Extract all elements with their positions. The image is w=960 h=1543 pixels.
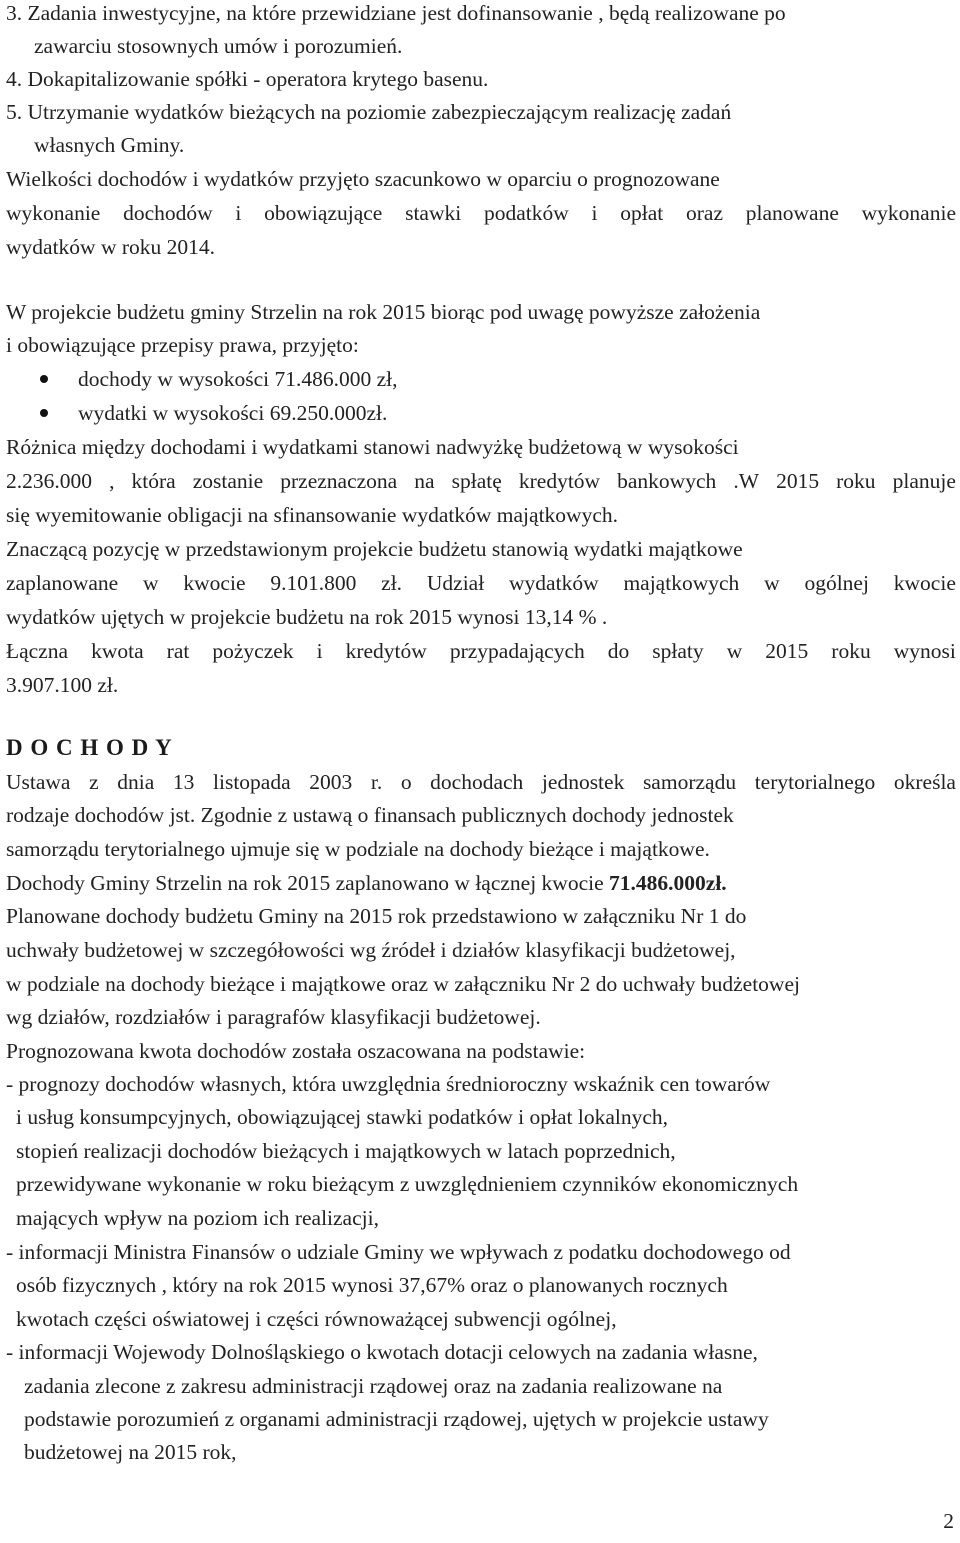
- word: 13: [172, 770, 195, 794]
- word: ogólnej: [804, 571, 869, 595]
- income-planned-amount: 71.486.000zł.: [609, 871, 727, 895]
- word: 2015: [765, 639, 809, 663]
- surplus-line1: Różnica między dochodami i wydatkami stanowi nadwyżkę budżetową w wysokości: [6, 435, 739, 459]
- word: planowane: [745, 201, 839, 225]
- word: 2.236.000: [6, 469, 92, 493]
- word: która: [131, 469, 176, 493]
- basis3-line1: - informacji Wojewody Dolnośląskiego o kwotach dotacji celowych na zadania własne,: [6, 1340, 758, 1364]
- basis1-line3: stopień realizacji dochodów bieżących i majątkowych w latach poprzednich,: [16, 1139, 676, 1163]
- word: Ustawa: [6, 770, 71, 794]
- basis2-line1: - informacji Ministra Finansów o udziale Gminy we wpływach z podatku dochodowego od: [6, 1240, 791, 1264]
- basis2-line2: osób fizycznych , który na rok 2015 wynosi 37,67% oraz o planowanych rocznych: [16, 1273, 728, 1297]
- list-item-3-line1: 3. Zadania inwestycyjne, na które przewidziane jest dofinansowanie , będą realizowane po: [6, 1, 786, 25]
- word: planuje: [892, 469, 956, 493]
- budget-bullet-income: [40, 365, 398, 393]
- word: przeznaczona: [280, 469, 398, 493]
- word: Udział: [426, 571, 485, 595]
- word: dochodach: [430, 770, 524, 794]
- word: jednostek: [541, 770, 625, 794]
- word: przypadających: [449, 639, 585, 663]
- word: zostanie: [192, 469, 264, 493]
- word: podatków: [483, 201, 569, 225]
- list-item-5-line2: własnych Gminy.: [34, 133, 185, 157]
- word: 2003: [309, 770, 353, 794]
- budget-intro-line1: W projekcie budżetu gminy Strzelin na rok 2015 biorąc pod uwagę powyższe założenia: [6, 300, 761, 324]
- word: samorządu: [642, 770, 737, 794]
- income-law-line1: [6, 768, 956, 796]
- list-item-5-line1: 5. Utrzymanie wydatków bieżących na poziomie zabezpieczającym realizację zadań: [6, 100, 732, 124]
- word: na: [414, 469, 435, 493]
- word: wynosi: [893, 639, 956, 663]
- word: obowiązujące: [264, 201, 383, 225]
- word: rat: [166, 639, 190, 663]
- bullet-icon: [40, 409, 48, 417]
- estimates-line2: [6, 199, 956, 227]
- bullet-expenses-text: wydatki w wysokości 69.250.000zł.: [78, 401, 388, 425]
- income-annex-line1: Planowane dochody budżetu Gminy na 2015 rok przedstawiono w załączniku Nr 1 do: [6, 904, 747, 928]
- word: stawki: [405, 201, 462, 225]
- word: i: [235, 201, 242, 225]
- budget-bullet-expenses: [40, 399, 387, 427]
- word: r.: [370, 770, 383, 794]
- word: spłatę: [451, 469, 502, 493]
- word: spłaty: [652, 639, 704, 663]
- loans-line2: 3.907.100 zł.: [6, 673, 119, 697]
- word: określa: [893, 770, 956, 794]
- word: dochodów: [123, 201, 213, 225]
- word: listopada: [213, 770, 291, 794]
- word: zł.: [381, 571, 403, 595]
- income-annex-line4: wg działów, rozdziałów i paragrafów klasyfikacji budżetowej.: [6, 1005, 541, 1029]
- page-number: 2: [943, 1509, 954, 1533]
- word: kredytów: [345, 639, 427, 663]
- section-heading: D O C H O D Y: [6, 735, 173, 760]
- word: w: [143, 571, 159, 595]
- word: w: [726, 639, 743, 663]
- estimates-line1: Wielkości dochodów i wydatków przyjęto szacunkowo w oparciu o prognozowane: [6, 167, 720, 191]
- income-basis-intro: Prognozowana kwota dochodów została oszacowana na podstawie:: [6, 1039, 586, 1063]
- word: bankowych: [617, 469, 717, 493]
- income-annex-line2: uchwały budżetowej w szczegółowości wg źródeł i działów klasyfikacji budżetowej,: [6, 938, 736, 962]
- basis3-line3: podstawie porozumień z organami administracji rządowej, ujętych w projekcie ustawy: [24, 1407, 769, 1431]
- capex-line3: wydatków ujętych w projekcie budżetu na rok 2015 wynosi 13,14 % .: [6, 605, 608, 629]
- word: kredytów: [518, 469, 601, 493]
- word: kwocie: [183, 571, 246, 595]
- bullet-icon: [40, 375, 48, 383]
- word: Łączna: [6, 639, 69, 663]
- word: .W: [733, 469, 759, 493]
- word: terytorialnego: [754, 770, 876, 794]
- word: majątkowych: [623, 571, 740, 595]
- word: opłat: [620, 201, 664, 225]
- income-planned: [6, 869, 727, 897]
- word: 2015: [776, 469, 820, 493]
- bullet-income-text: dochody w wysokości 71.486.000 zł,: [78, 367, 398, 391]
- income-law-line3: samorządu terytorialnego ujmuje się w podziale na dochody bieżące i majątkowe.: [6, 837, 710, 861]
- word: do: [607, 639, 630, 663]
- word: wydatków: [509, 571, 599, 595]
- basis3-line2: zadania zlecone z zakresu administracji rządowej oraz na zadania realizowane na: [24, 1374, 723, 1398]
- basis2-line3: kwotach części oświatowej i części równoważącej subwencji ogólnej,: [16, 1307, 617, 1331]
- surplus-line3: się wyemitowanie obligacji na sfinansowanie wydatków majątkowych.: [6, 503, 618, 527]
- word: wykonanie: [861, 201, 956, 225]
- capex-line2: [6, 569, 956, 597]
- income-law-line2: rodzaje dochodów jst. Zgodnie z ustawą o finansach publicznych dochody jednostek: [6, 803, 734, 827]
- income-annex-line3: w podziale na dochody bieżące i majątkowe oraz w załączniku Nr 2 do uchwały budżetowej: [6, 972, 800, 996]
- word: oraz: [686, 201, 724, 225]
- word: i: [591, 201, 598, 225]
- word: roku: [836, 469, 876, 493]
- basis1-line1: - prognozy dochodów własnych, która uwzględnia średnioroczny wskaźnik cen towarów: [6, 1072, 771, 1096]
- word: o: [400, 770, 412, 794]
- basis1-line2: i usług konsumpcyjnych, obowiązującej stawki podatków i opłat lokalnych,: [16, 1105, 669, 1129]
- word: i: [316, 639, 323, 663]
- word: wykonanie: [6, 201, 101, 225]
- basis1-line5: mających wpływ na poziom ich realizacji,: [16, 1206, 379, 1230]
- basis3-line4: budżetowej na 2015 rok,: [24, 1440, 237, 1464]
- word: kwocie: [893, 571, 956, 595]
- basis1-line4: przewidywane wykonanie w roku bieżącym z uwzględnieniem czynników ekonomicznych: [16, 1172, 799, 1196]
- word: 9.101.800: [270, 571, 357, 595]
- word: zaplanowane: [6, 571, 119, 595]
- list-item-4: 4. Dokapitalizowanie spółki - operatora krytego basenu.: [6, 67, 489, 91]
- word: z: [89, 770, 99, 794]
- income-planned-text: Dochody Gminy Strzelin na rok 2015 zaplanowano w łącznej kwocie: [6, 871, 610, 895]
- word: kwota: [91, 639, 144, 663]
- word: ,: [109, 469, 115, 493]
- budget-intro-line2: i obowiązujące przepisy prawa, przyjęto:: [6, 333, 359, 357]
- estimates-line3: wydatków w roku 2014.: [6, 235, 216, 259]
- surplus-line2: [6, 467, 956, 495]
- loans-line1: [6, 637, 956, 665]
- word: w: [764, 571, 780, 595]
- capex-line1: Znaczącą pozycję w przedstawionym projekcie budżetu stanowią wydatki majątkowe: [6, 537, 743, 561]
- list-item-3-line2: zawarciu stosownych umów i porozumień.: [34, 34, 403, 58]
- word: pożyczek: [212, 639, 294, 663]
- word: dnia: [117, 770, 155, 794]
- word: roku: [831, 639, 871, 663]
